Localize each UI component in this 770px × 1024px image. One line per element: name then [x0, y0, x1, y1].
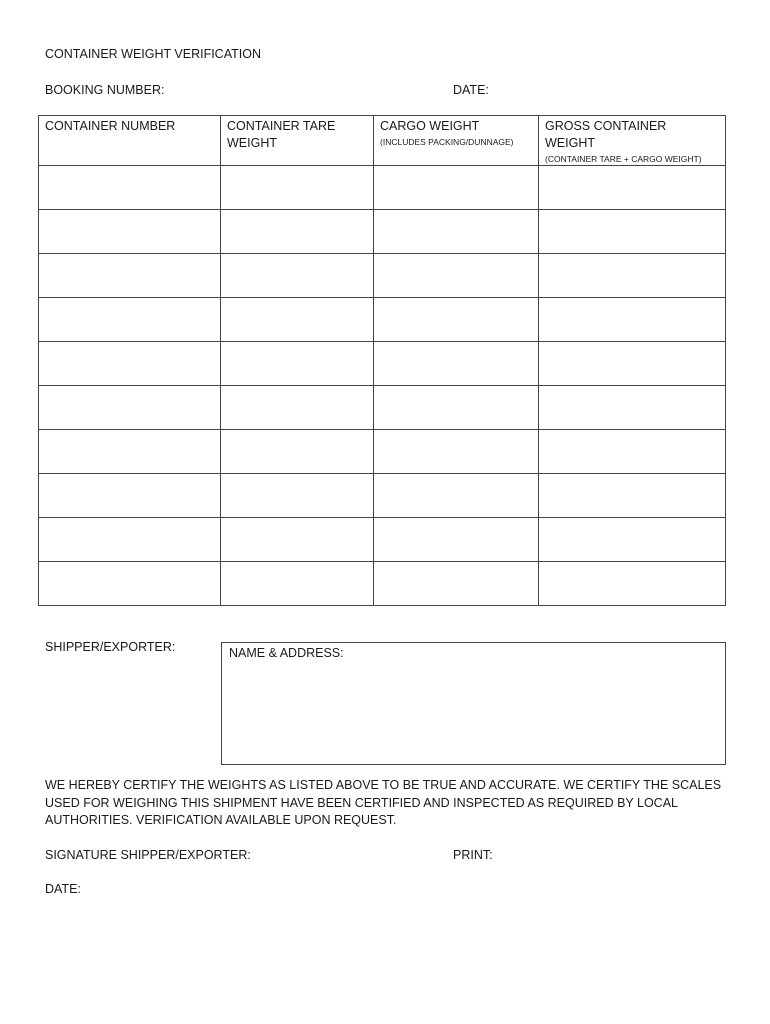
cargo-weight-cell[interactable]: [374, 298, 539, 342]
header-container-number: CONTAINER NUMBER: [39, 116, 221, 166]
certification-statement: WE HEREBY CERTIFY THE WEIGHTS AS LISTED ABOVE TO BE TRUE AND ACCURATE. WE CERTIFY THE SCALES USED FOR WEIGHING THIS SHIPMENT HAVE BEEN CERTIFIED AND INSPECTED AS REQUIRED BY LOCAL AUTHORITIES. VERIFICATION AVAILABLE UPON REQUEST.: [45, 778, 722, 827]
cargo-weight-cell[interactable]: [374, 254, 539, 298]
container-number-cell[interactable]: [39, 430, 221, 474]
tare-weight-cell[interactable]: [221, 298, 374, 342]
table-row: [39, 474, 726, 518]
container-number-cell[interactable]: [39, 474, 221, 518]
table-row: [39, 518, 726, 562]
gross-weight-cell[interactable]: [539, 166, 726, 210]
tare-weight-cell[interactable]: [221, 210, 374, 254]
container-number-cell[interactable]: [39, 518, 221, 562]
print-label: PRINT:: [453, 848, 493, 862]
shipper-exporter-label: SHIPPER/EXPORTER:: [45, 640, 176, 654]
container-number-cell[interactable]: [39, 386, 221, 430]
name-address-field[interactable]: [221, 642, 726, 765]
table-body: [39, 166, 726, 606]
container-number-cell[interactable]: [39, 166, 221, 210]
table-row: [39, 298, 726, 342]
date-label: DATE:: [453, 83, 489, 97]
cargo-weight-cell[interactable]: [374, 342, 539, 386]
gross-weight-cell[interactable]: [539, 342, 726, 386]
signature-label: SIGNATURE SHIPPER/EXPORTER:: [45, 848, 251, 862]
table-header-row: [39, 116, 726, 166]
table-row: [39, 254, 726, 298]
tare-weight-cell[interactable]: [221, 342, 374, 386]
tare-weight-cell[interactable]: [221, 254, 374, 298]
gross-weight-cell[interactable]: [539, 254, 726, 298]
table-row: [39, 342, 726, 386]
gross-weight-cell[interactable]: [539, 562, 726, 606]
weight-table: [38, 115, 726, 606]
gross-weight-cell[interactable]: [539, 386, 726, 430]
cargo-weight-cell[interactable]: [374, 210, 539, 254]
cargo-weight-cell[interactable]: [374, 166, 539, 210]
table-row: [39, 386, 726, 430]
container-number-cell[interactable]: [39, 210, 221, 254]
cargo-weight-cell[interactable]: [374, 562, 539, 606]
tare-weight-cell[interactable]: [221, 518, 374, 562]
form-title: CONTAINER WEIGHT VERIFICATION: [45, 47, 261, 61]
container-number-cell[interactable]: [39, 342, 221, 386]
tare-weight-cell[interactable]: [221, 562, 374, 606]
header-cargo-weight: CARGO WEIGHT (INCLUDES PACKING/DUNNAGE): [374, 116, 539, 166]
name-address-label: NAME & ADDRESS:: [229, 646, 344, 660]
table-row: [39, 166, 726, 210]
cargo-weight-cell[interactable]: [374, 518, 539, 562]
header-gross-container-weight: GROSS CONTAINER WEIGHT (CONTAINER TARE + CARGO WEIGHT): [539, 116, 726, 166]
signature-date-label: DATE:: [45, 882, 81, 896]
gross-weight-cell[interactable]: [539, 298, 726, 342]
header-container-tare-weight: CONTAINER TARE WEIGHT: [221, 116, 374, 166]
cargo-weight-cell[interactable]: [374, 430, 539, 474]
tare-weight-cell[interactable]: [221, 386, 374, 430]
cargo-weight-cell[interactable]: [374, 474, 539, 518]
header-cargo-weight-note: (INCLUDES PACKING/DUNNAGE): [380, 137, 514, 147]
header-gross-weight-note: (CONTAINER TARE + CARGO WEIGHT): [545, 154, 702, 164]
cargo-weight-cell[interactable]: [374, 386, 539, 430]
gross-weight-cell[interactable]: [539, 430, 726, 474]
table-row: [39, 562, 726, 606]
table-row: [39, 430, 726, 474]
tare-weight-cell[interactable]: [221, 166, 374, 210]
booking-number-label: BOOKING NUMBER:: [45, 83, 165, 97]
gross-weight-cell[interactable]: [539, 518, 726, 562]
tare-weight-cell[interactable]: [221, 430, 374, 474]
table-row: [39, 210, 726, 254]
container-number-cell[interactable]: [39, 254, 221, 298]
container-number-cell[interactable]: [39, 562, 221, 606]
tare-weight-cell[interactable]: [221, 474, 374, 518]
gross-weight-cell[interactable]: [539, 474, 726, 518]
gross-weight-cell[interactable]: [539, 210, 726, 254]
container-number-cell[interactable]: [39, 298, 221, 342]
